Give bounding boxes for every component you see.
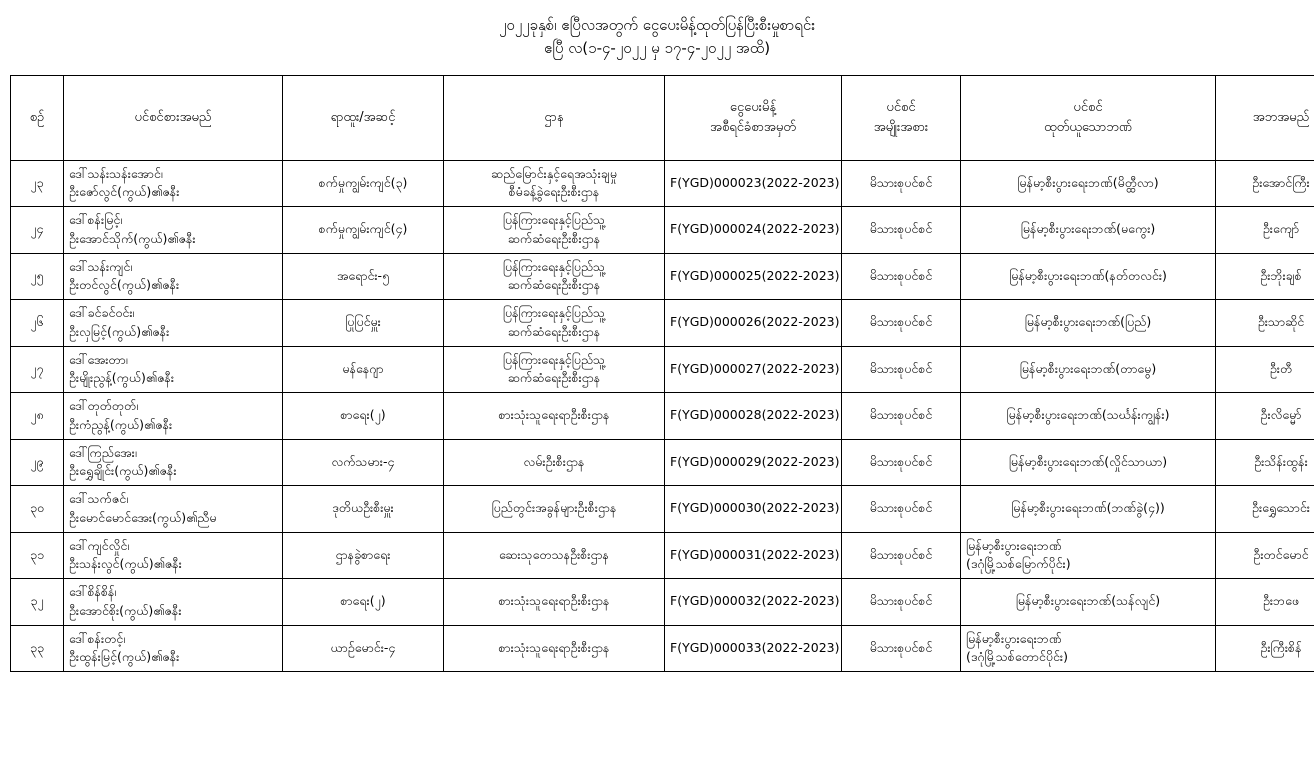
cell-rank: ဌာနခွဲစာရေး — [283, 532, 444, 579]
cell-bank: မြန်မာ့စီးပွားရေးဘဏ်(သင်္ဃန်းကျွန်း) — [961, 393, 1216, 440]
cell-rank: အရောင်း-၅ — [283, 253, 444, 300]
cell-rank: စက်မှုကျွမ်းကျင်(၄) — [283, 207, 444, 254]
table-row — [11, 207, 1314, 254]
cell-serial: ၂၆ — [11, 300, 64, 347]
cell-pension-type: မိသားစုပင်စင် — [842, 393, 961, 440]
cell-payment-order-no: F(YGD)000025(2022-2023) — [665, 253, 842, 300]
cell-pensioner-name: ဒေါ်စိန်စိန်၊ ဦးအောင်စိုး(ကွယ်)၏ဇနီး — [64, 579, 283, 626]
cell-father-name: ဦးဘိုးချစ် — [1216, 253, 1314, 300]
cell-bank: မြန်မာ့စီးပွားရေးဘဏ် (ဒဂုံမြို့သစ်တောင်ပိုင်း) — [961, 625, 1216, 672]
cell-payment-order-no: F(YGD)000024(2022-2023) — [665, 207, 842, 254]
cell-department: ဆေးသုတေသနဦးစီးဌာန — [444, 532, 665, 579]
cell-pensioner-name: ဒေါ်စန်းတင့်၊ ဦးထွန်းမြင့်(ကွယ်)၏ဇနီး — [64, 625, 283, 672]
cell-department: ပြန်ကြားရေးနှင့်ပြည်သူ့ ဆက်ဆံရေးဦးစီးဌာန — [444, 346, 665, 393]
cell-pensioner-name: ဒေါ်စန်းမြင့်၊ ဦးအောင်သိုက်(ကွယ်)၏ဇနီး — [64, 207, 283, 254]
cell-father-name: ဦးဘဖေ — [1216, 579, 1314, 626]
cell-bank: မြန်မာ့စီးပွားရေးဘဏ်(ဘဏ်ခွဲ(၄)) — [961, 486, 1216, 533]
cell-serial: ၃၁ — [11, 532, 64, 579]
table-row — [11, 346, 1314, 393]
cell-payment-order-no: F(YGD)000029(2022-2023) — [665, 439, 842, 486]
table-row — [11, 532, 1314, 579]
cell-father-name: ဦးလိမ္မော် — [1216, 393, 1314, 440]
cell-serial: ၂၄ — [11, 207, 64, 254]
cell-pension-type: မိသားစုပင်စင် — [842, 300, 961, 347]
cell-pensioner-name: ဒေါ်သန်းကျင်၊ ဦးတင်လွင်(ကွယ်)၏ဇနီး — [64, 253, 283, 300]
cell-bank: မြန်မာ့စီးပွားရေးဘဏ်(ပြည်) — [961, 300, 1216, 347]
header-bank: ပင်စင် ထုတ်ယူသောဘဏ် — [961, 75, 1216, 160]
table-row — [11, 486, 1314, 533]
cell-bank: မြန်မာ့စီးပွားရေးဘဏ် (ဒဂုံမြို့သစ်မြောက်ပိုင်း) — [961, 532, 1216, 579]
cell-serial: ၂၉ — [11, 439, 64, 486]
cell-department: စားသုံးသူရေးရာဦးစီးဌာန — [444, 393, 665, 440]
cell-pension-type: မိသားစုပင်စင် — [842, 439, 961, 486]
cell-father-name: ဦးကြီးစိန် — [1216, 625, 1314, 672]
cell-pensioner-name: ဒေါ်ခင်ခင်ဝင်း၊ ဦးလှမြင့်(ကွယ်)၏ဇနီး — [64, 300, 283, 347]
cell-serial: ၃၀ — [11, 486, 64, 533]
cell-payment-order-no: F(YGD)000027(2022-2023) — [665, 346, 842, 393]
cell-serial: ၃၃ — [11, 625, 64, 672]
cell-bank: မြန်မာ့စီးပွားရေးဘဏ်(လှိုင်သာယာ) — [961, 439, 1216, 486]
cell-pensioner-name: ဒေါ်ကြည်အေး၊ ဦးရွှေချိုင်း(ကွယ်)၏ဇနီး — [64, 439, 283, 486]
table-row — [11, 393, 1314, 440]
cell-pensioner-name: ဒေါ်တုတ်တုတ်၊ ဦးကံညွန့်(ကွယ်)၏ဇနီး — [64, 393, 283, 440]
cell-pension-type: မိသားစုပင်စင် — [842, 486, 961, 533]
cell-department: ပြည်တွင်းအခွန်များဦးစီးဌာန — [444, 486, 665, 533]
cell-bank: မြန်မာ့စီးပွားရေးဘဏ်(နတ်တလင်း) — [961, 253, 1216, 300]
cell-father-name: ဦးတီ — [1216, 346, 1314, 393]
cell-rank: စာရေး(၂) — [283, 393, 444, 440]
cell-pensioner-name: ဒေါ်သက်ဇင်၊ ဦးမောင်မောင်အေး(ကွယ်)၏ညီမ — [64, 486, 283, 533]
cell-father-name: ဦးရွှေသောင်း — [1216, 486, 1314, 533]
cell-rank: လက်သမား-၄ — [283, 439, 444, 486]
cell-pension-type: မိသားစုပင်စင် — [842, 532, 961, 579]
table-row — [11, 625, 1314, 672]
cell-bank: မြန်မာ့စီးပွားရေးဘဏ်(မိတ္ထီလာ) — [961, 160, 1216, 207]
cell-pensioner-name: ဒေါ်သန်းသန်းအောင်၊ ဦးဇော်လွင်(ကွယ်)၏ဇနီး — [64, 160, 283, 207]
cell-serial: ၂၅ — [11, 253, 64, 300]
cell-department: ပြန်ကြားရေးနှင့်ပြည်သူ့ ဆက်ဆံရေးဦးစီးဌာန — [444, 253, 665, 300]
header-pension-type: ပင်စင် အမျိုးအစား — [842, 75, 961, 160]
cell-pension-type: မိသားစုပင်စင် — [842, 579, 961, 626]
cell-pension-type: မိသားစုပင်စင် — [842, 625, 961, 672]
header-rank: ရာထူး/အဆင့် — [283, 75, 444, 160]
cell-department: လမ်းဦးစီးဌာန — [444, 439, 665, 486]
header-serial: စဉ် — [11, 75, 64, 160]
cell-department: ဆည်မြောင်းနှင့်ရေအသုံးချမှု စီမံခန့်ခွဲရေးဦးစီးဌာန — [444, 160, 665, 207]
table-row — [11, 253, 1314, 300]
table-row — [11, 300, 1314, 347]
cell-department: ပြန်ကြားရေးနှင့်ပြည်သူ့ ဆက်ဆံရေးဦးစီးဌာန — [444, 300, 665, 347]
cell-payment-order-no: F(YGD)000026(2022-2023) — [665, 300, 842, 347]
cell-payment-order-no: F(YGD)000031(2022-2023) — [665, 532, 842, 579]
cell-pension-type: မိသားစုပင်စင် — [842, 346, 961, 393]
cell-pensioner-name: ဒေါ်အေးတာ၊ ဦးမျိုးညွန့်(ကွယ်)၏ဇနီး — [64, 346, 283, 393]
cell-payment-order-no: F(YGD)000023(2022-2023) — [665, 160, 842, 207]
table-row — [11, 439, 1314, 486]
header-department: ဌာန — [444, 75, 665, 160]
table-header-row — [11, 75, 1314, 160]
cell-rank: ယာဉ်မောင်း-၄ — [283, 625, 444, 672]
cell-father-name: ဦးတင်မောင် — [1216, 532, 1314, 579]
cell-bank: မြန်မာ့စီးပွားရေးဘဏ်(မကွေး) — [961, 207, 1216, 254]
cell-serial: ၂၃ — [11, 160, 64, 207]
cell-serial: ၂၇ — [11, 346, 64, 393]
cell-rank: စက်မှုကျွမ်းကျင်(၃) — [283, 160, 444, 207]
cell-father-name: ဦးအောင်ကြီး — [1216, 160, 1314, 207]
cell-rank: ဒုတိယဦးစီးမှူး — [283, 486, 444, 533]
cell-pensioner-name: ဒေါ်ကျင်လှိုင်၊ ဦးသန်းလွင်(ကွယ်)၏ဇနီး — [64, 532, 283, 579]
cell-pension-type: မိသားစုပင်စင် — [842, 160, 961, 207]
table-body — [11, 160, 1314, 672]
cell-serial: ၃၂ — [11, 579, 64, 626]
cell-department: စားသုံးသူရေးရာဦးစီးဌာန — [444, 579, 665, 626]
cell-bank: မြန်မာ့စီးပွားရေးဘဏ်(တာမွေ) — [961, 346, 1216, 393]
cell-pension-type: မိသားစုပင်စင် — [842, 207, 961, 254]
cell-department: စားသုံးသူရေးရာဦးစီးဌာန — [444, 625, 665, 672]
page-title — [10, 14, 1304, 61]
cell-bank: မြန်မာ့စီးပွားရေးဘဏ်(သန်လျင်) — [961, 579, 1216, 626]
pension-report-table — [10, 75, 1314, 673]
cell-father-name: ဦးသိန်းထွန်း — [1216, 439, 1314, 486]
cell-rank: မန်နေဂျာ — [283, 346, 444, 393]
cell-rank: ပြုပြင်မှူး — [283, 300, 444, 347]
cell-payment-order-no: F(YGD)000030(2022-2023) — [665, 486, 842, 533]
header-father-name: အဘအမည် — [1216, 75, 1314, 160]
cell-payment-order-no: F(YGD)000033(2022-2023) — [665, 625, 842, 672]
cell-pension-type: မိသားစုပင်စင် — [842, 253, 961, 300]
cell-payment-order-no: F(YGD)000032(2022-2023) — [665, 579, 842, 626]
title-line-1: ၂၀၂၂ခုနှစ်၊ ဧပြီလအတွက် ငွေပေးမိန့်ထုတ်ပြန်ပြီးစီးမှုစာရင်း — [499, 16, 815, 34]
cell-payment-order-no: F(YGD)000028(2022-2023) — [665, 393, 842, 440]
table-row — [11, 160, 1314, 207]
header-pensioner-name: ပင်စင်စားအမည် — [64, 75, 283, 160]
title-line-2: ဧပြီ လ(၁-၄-၂၀၂၂ မှ ၁၇-၄-၂၀၂၂ အထိ) — [543, 39, 771, 58]
table-row — [11, 579, 1314, 626]
cell-department: ပြန်ကြားရေးနှင့်ပြည်သူ့ ဆက်ဆံရေးဦးစီးဌာန — [444, 207, 665, 254]
cell-father-name: ဦးကျော် — [1216, 207, 1314, 254]
cell-serial: ၂၈ — [11, 393, 64, 440]
cell-father-name: ဦးသာဆိုင် — [1216, 300, 1314, 347]
header-payment-order-no: ငွေပေးမိန့် အစီရင်ခံစာအမှတ် — [665, 75, 842, 160]
cell-rank: စာရေး(၂) — [283, 579, 444, 626]
table-header — [11, 75, 1314, 160]
